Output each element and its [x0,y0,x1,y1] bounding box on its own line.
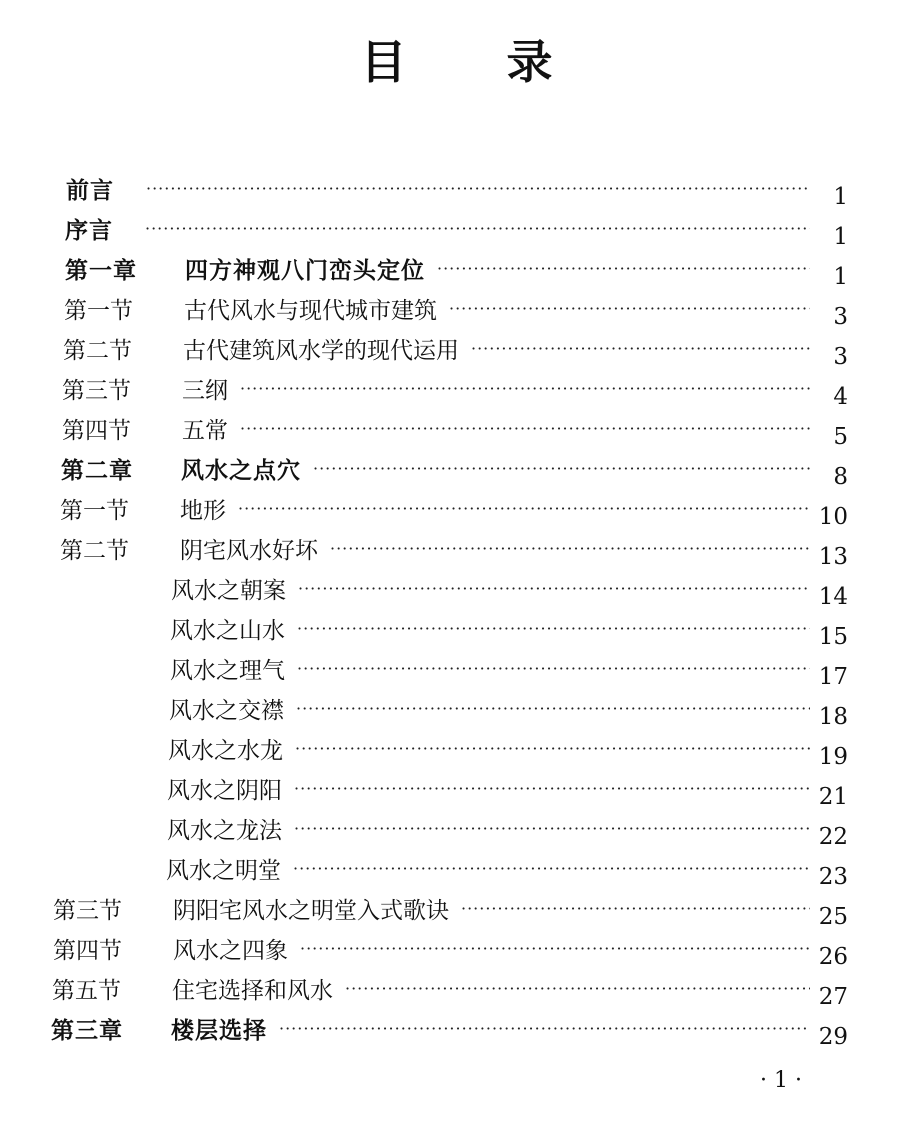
toc-entry-label: 前言 [66,178,114,204]
toc-entry-page-number: 4 [833,384,848,410]
toc-entry-label: 第三节 [53,898,122,924]
page-number-footer: · 1 · [760,1068,802,1093]
toc-entry-page-number: 15 [818,624,848,650]
toc-entry-page-number: 23 [818,864,848,890]
toc-entry [51,1006,848,1050]
toc-entry [53,926,848,970]
toc-entry-title: 风水之点穴 [181,458,301,484]
toc-entry-page-number: 8 [833,464,848,490]
toc-entry-title: 风水之交襟 [169,698,284,724]
toc-entry-label: 序言 [65,218,113,244]
dot-leader [146,176,810,206]
toc-entry-label: 第二节 [63,338,132,364]
dot-leader [297,656,810,686]
dot-leader [294,776,810,806]
toc-entry-title: 楼层选择 [171,1018,267,1044]
toc-entry [62,366,848,410]
toc-entry [55,766,848,810]
toc-entry [60,486,848,530]
toc-entry-label: 第一章 [65,258,137,284]
toc-entry-label: 第二节 [60,538,129,564]
toc-entry-title: 风水之龙法 [167,818,282,844]
toc-entry-title: 阴宅风水好坏 [180,538,318,564]
toc-entry-page-number: 19 [818,744,848,770]
toc-entry-page-number: 22 [818,824,848,850]
toc-entry [57,686,848,730]
toc-entry [66,166,848,210]
toc-entry [59,566,848,610]
dot-leader [145,216,810,246]
toc-entry [60,526,848,570]
toc-entry-title: 地形 [180,498,226,524]
dot-leader [313,456,810,486]
toc-entry-page-number: 27 [818,984,848,1010]
dot-leader [240,376,810,406]
toc-entry [56,726,848,770]
toc-entry-title: 风水之山水 [170,618,285,644]
toc-entry-title: 古代风水与现代城市建筑 [184,298,437,324]
toc-entry-page-number: 17 [818,664,848,690]
toc-entry-page-number: 10 [818,504,848,530]
toc-entry-page-number: 3 [833,304,848,330]
dot-leader [240,416,810,446]
dot-leader [293,856,810,886]
toc-entry-title: 风水之朝案 [171,578,286,604]
toc-entry-title: 三纲 [182,378,228,404]
dot-leader [471,336,810,366]
title-char-2: 录 [506,35,553,89]
toc-entry [53,886,848,930]
toc-entry-label: 第三章 [51,1018,123,1044]
toc-entry [64,286,848,330]
dot-leader [437,256,810,286]
toc-entry [58,646,848,690]
toc-entry-page-number: 1 [833,224,848,250]
toc-entry-title: 住宅选择和风水 [172,978,333,1004]
dot-leader [298,576,810,606]
toc-entry-title: 风水之水龙 [168,738,283,764]
toc-entry [54,846,848,890]
page-title [0,32,913,92]
toc-entry-title: 风水之明堂 [166,858,281,884]
toc-entry [52,966,848,1010]
toc-entry [61,446,848,490]
toc-entry-page-number: 1 [833,184,848,210]
dot-leader [449,296,810,326]
toc-entry-page-number: 5 [833,424,848,450]
toc-entry-page-number: 3 [833,344,848,370]
toc-entry-label: 第二章 [61,458,133,484]
toc-entry-label: 第一节 [60,498,129,524]
toc-entry-title: 阴阳宅风水之明堂入式歌诀 [173,898,449,924]
dot-leader [294,816,810,846]
toc-entry-label: 第五节 [52,978,121,1004]
toc-entry-page-number: 14 [818,584,848,610]
toc-entry [62,406,848,450]
toc-entry-title: 五常 [182,418,228,444]
toc-entry-page-number: 21 [818,784,848,810]
toc-entry-title: 风水之阴阳 [167,778,282,804]
toc-entry [58,606,848,650]
toc-entry-title: 风水之四象 [173,938,288,964]
dot-leader [295,736,810,766]
dot-leader [300,936,810,966]
toc-entry-title: 四方神观八门峦头定位 [185,258,425,284]
dot-leader [279,1016,810,1046]
toc-entry-label: 第四节 [62,418,131,444]
toc-entry-page-number: 13 [818,544,848,570]
toc-entry-page-number: 18 [818,704,848,730]
toc-entry-page-number: 26 [818,944,848,970]
dot-leader [461,896,810,926]
toc-entry [63,326,848,370]
dot-leader [296,696,810,726]
title-char-1: 目 [360,35,407,89]
toc-entry [55,806,848,850]
toc-entry [65,206,848,250]
toc-entry-page-number: 29 [818,1024,848,1050]
toc-entry [65,246,848,290]
dot-leader [330,536,810,566]
toc-entry-page-number: 1 [833,264,848,290]
toc-entry-title: 古代建筑风水学的现代运用 [183,338,459,364]
toc-entry-title: 风水之理气 [170,658,285,684]
dot-leader [238,496,810,526]
toc-entry-label: 第三节 [62,378,131,404]
dot-leader [345,976,810,1006]
toc-entry-label: 第一节 [64,298,133,324]
toc-entry-page-number: 25 [818,904,848,930]
dot-leader [297,616,810,646]
toc-entry-label: 第四节 [53,938,122,964]
